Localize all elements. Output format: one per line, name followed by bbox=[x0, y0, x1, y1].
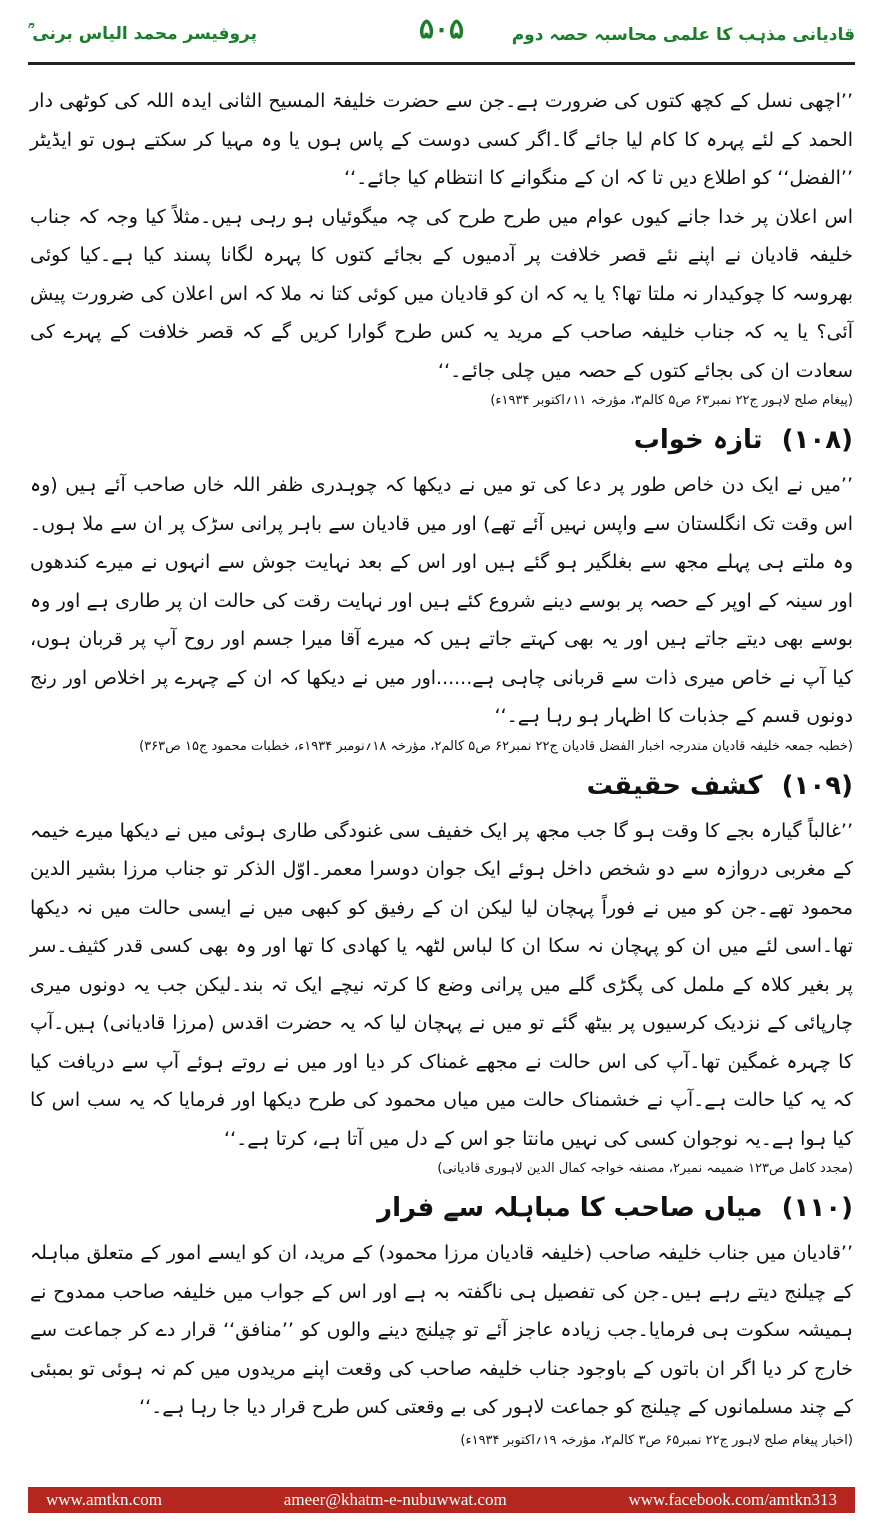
quote-paragraph: ’’قادیان میں جناب خلیفہ صاحب (خلیفہ قادیان مرزا محمود) کے مرید، ان کو ایسے امور کے متعلق مباہلہ کے چیلنج دیتے رہے ہیں۔جن کی تفصیل ہی ناگفتہ بہ ہے اور اس کے جواب میں خلیفہ صاحب ممدوح نے ہمیشہ سکوت ہی فرمایا۔جب زیادہ عاجز آئے تو چیلنج دینے والوں کو ’’منافق‘‘ قرار دے کر جماعت سے خارج کر دیا اگر ان باتوں کے باوجود جناب خلیفہ صاحب کی وقعت اپنے مریدوں میں کم نہ ہوئی تو بمبئی کے چند مسلمانوں کے چیلنج کو جماعت لاہور کی بے وقعتی کس طرح قرار دیا جا رہا ہے۔‘‘ bbox=[30, 1242, 853, 1418]
body-paragraph: اس اعلان پر خدا جانے کیوں عوام میں طرح طرح کی چہ میگوئیاں ہو رہی ہیں۔مثلاً کیا وجہ کہ جناب خلیفہ قادیان نے اپنے نئے قصر خلافت پر آدمیوں کے بجائے کتوں کا پہرہ لگانا پسند کیا ہے۔کیا کوئی بھروسہ کا چوکیدار نہ ملتا تھا؟ یا یہ کہ ان کو قادیان میں کوئی کتا نہ ملا کہ اس اعلان کی ضرورت پیش آئی؟ یا یہ کہ جناب خلیفہ صاحب کے مرید یہ کس طرح گوارا کریں گے کہ قصر خلافت کے پہرے کی سعادت ان کی بجائے کتوں کے حصہ میں چلی جائے۔‘‘ bbox=[30, 205, 853, 382]
section-heading bbox=[30, 1186, 853, 1230]
email-link[interactable]: ameer@khatm-e-nubuwwat.com bbox=[283, 1490, 507, 1509]
section-title: تازہ خواب bbox=[633, 425, 763, 455]
website-link[interactable]: www.amtkn.com bbox=[46, 1490, 162, 1509]
section-title: کشف حقیقت bbox=[586, 770, 763, 801]
section-heading bbox=[30, 418, 853, 462]
page-content bbox=[30, 82, 853, 1448]
page-number: ۵۰۵ bbox=[418, 12, 465, 45]
reference: (پیغام صلح لاہور ج۲۲ نمبر۶۳ ص۵ کالم۳، مؤرخہ ۱۱؍اکتوبر ۱۹۳۴ء) bbox=[490, 393, 853, 408]
author-name: پروفیسر محمد الیاس برنی ؒ bbox=[28, 24, 258, 44]
section-title: میاں صاحب کا مباہلہ سے فرار bbox=[377, 1193, 763, 1223]
section-108 bbox=[30, 418, 853, 758]
section-heading bbox=[30, 764, 853, 808]
section-109 bbox=[30, 764, 853, 1181]
reference: (خطبہ جمعہ خلیفہ قادیان مندرجہ اخبار الفضل قادیان ج۲۲ نمبر۶۲ ص۵ کالم۲، مؤرخہ ۱۸؍نومبر ۱۹۳۴ء، خطبات محمود ج۱۵ ص۳۶۳) bbox=[139, 738, 853, 754]
reference: (مجدد کامل ص۱۲۳ ضمیمہ نمبر۲، مصنفہ خواجہ کمال الدین لاہوری قادیانی) bbox=[437, 1161, 853, 1176]
quote-paragraph: ’’اچھی نسل کے کچھ کتوں کی ضرورت ہے۔جن سے حضرت خلیفۃ المسیح الثانی ایدہ اللہ کی کوٹھی دار الحمد کے لئے پہرہ کا کام لیا جائے گا۔اگر کسی دوست کے پاس ہوں یا وہ مہیا کر سکتے ہوں تو ایڈیٹر ’’الفضل‘‘ کو اطلاع دیں تا کہ ان کے منگوانے کا انتظام کیا جائے۔‘‘ bbox=[30, 90, 853, 189]
quote-paragraph: ’’غالباً گیارہ بجے کا وقت ہو گا جب مجھ پر ایک خفیف سی غنودگی طاری ہوئی میں نے دیکھا میرے خیمہ کے مغربی دروازہ سے دو شخص داخل ہوئے ایک جوان دوسرا معمر۔اوّل الذکر تو جناب مرزا بشیر الدین محمود تھے۔جن کو میں نے فوراً پہچان لیا لیکن ان کے رفیق کو کبھی میں نے ایسی حالت میں نہ دیکھا تھا۔اسی لئے میں ان کو پہچان نہ سکا ان کا لباس لٹھہ یا کھادی کا تھا اور وہ بھی کسی قدر کثیف۔سر پر بغیر کلاہ کے ململ کی پگڑی گلے میں پرانی وضع کا کرتہ نیچے ایک تہ بند۔لیکن جب یہ دونوں میری چارپائی کے نزدیک کرسیوں پر بیٹھ گئے تو میں نے پہچان لیا کہ یہ حضرت اقدس (مرزا قادیانی) ہیں۔آپ کا چہرہ غمگین تھا۔آپ کی اس حالت نے مجھے غمناک کر دیا اور میں نے روتے ہوئے آپ سے دریافت کیا کہ یہ کیا حالت ہے۔آپ نے خشمناک حالت میں میاں محمود کی طرح دیکھا اور فرمایا کہ یہ سب اس کا کیا ہوا ہے۔یہ نوجوان کسی کی نہیں مانتا جو اس کے دل میں آتا ہے، کرتا ہے۔‘‘ bbox=[30, 819, 853, 1150]
section-number: (۱۱۰) bbox=[781, 1193, 853, 1223]
section-110 bbox=[30, 1186, 853, 1448]
page-footer bbox=[28, 1487, 855, 1513]
header-divider bbox=[28, 62, 855, 65]
facebook-link[interactable]: www.facebook.com/amtkn313 bbox=[628, 1490, 837, 1509]
reference: (اخبار پیغام صلح لاہور ج۲۲ نمبر۶۵ ص۳ کالم۲، مؤرخہ ۱۹؍اکتوبر ۱۹۳۴ء) bbox=[460, 1432, 853, 1448]
section-continuation bbox=[30, 82, 853, 412]
section-number: (۱۰۸) bbox=[781, 425, 853, 455]
book-title: قادیانی مذہب کا علمی محاسبہ حصہ دوم bbox=[511, 25, 855, 45]
section-number: (۱۰۹) bbox=[781, 770, 853, 801]
quote-paragraph: ’’میں نے ایک دن خاص طور پر دعا کی تو میں نے دیکھا کہ چوہدری ظفر اللہ خاں صاحب آئے ہیں (وہ اس وقت تک انگلستان سے واپس نہیں آئے تھے) اور میں قادیان سے باہر پرانی سڑک پر ان سے ملا ہوں۔وہ ملتے ہی پہلے مجھ سے بغلگیر ہو گئے ہیں اور اس کے بعد نہایت جوش سے انہوں نے میرے کندھوں اور سینہ کے اوپر کے حصہ پر بوسے دینے شروع کئے ہیں اور نہایت رقت کی حالت ان پر طاری ہے اور وہ بوسے بھی دیتے جاتے ہیں اور یہ بھی کہتے جاتے ہیں کہ میرے آقا میرا جسم اور روح آپ پر قربان ہوں، کیا آپ نے خاص میری ذات سے قربانی چاہی ہے......اور میں نے دیکھا کہ ان کے چہرے پر اخلاص اور رنج دونوں قسم کے جذبات کا اظہار ہو رہا ہے۔‘‘ bbox=[30, 474, 853, 727]
